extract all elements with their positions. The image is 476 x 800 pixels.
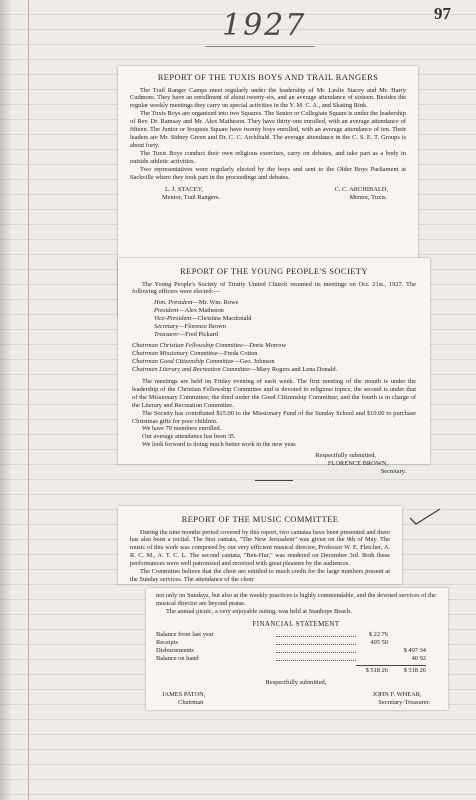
officer-name: —Alex Matheson: [178, 307, 224, 315]
officer-row: [154, 323, 416, 331]
signature-name: C. C. ARCHIBALD,: [334, 185, 388, 193]
officer-row: [154, 331, 416, 339]
committee-row: [132, 358, 416, 366]
officer-role: President: [154, 307, 179, 315]
financial-amount: 495 50: [370, 639, 388, 647]
signature-paton: [162, 691, 205, 707]
binding-shadow: [0, 0, 12, 800]
signature-name: JAMES PATON,: [162, 691, 206, 699]
signature-title: Mentor, Tuxis.: [349, 193, 388, 201]
committee-role: Chairman Missionary Committee: [132, 350, 218, 358]
financial-row: [156, 631, 436, 639]
financial-statement-heading: FINANCIAL STATEMENT: [252, 619, 340, 628]
financial-row: [156, 647, 436, 655]
committee-role: Chairman Christian Fellowship Committee: [132, 342, 243, 350]
ypsociety-signer-title: Secretary.: [380, 468, 406, 476]
tuxis-signatures: [130, 186, 406, 202]
ypsociety-paragraph: We look forward to doing much better work in the new year.: [142, 441, 297, 449]
financial-totals: [356, 665, 436, 675]
music-signatures: [156, 691, 436, 707]
ypsociety-paragraph: The meetings are held on Friday evening of each week. The first meeting of the month is under the leadership of the Christian Fellowship Committee and is devoted to religious topics; the second is under that of the Missionary Committee; the third under the Good Citizenship Committee; and the fourth is in charge of the Literary and Recreation Committee.: [132, 377, 416, 409]
financial-amount: $ 497 34: [403, 647, 426, 655]
signature-whear: [364, 691, 430, 707]
committee-role: Chairmen Literary and Recreation Committee: [132, 365, 250, 373]
music-closing: Respectfully submitted,: [265, 679, 327, 687]
music-paragraph: The Committee believe that the choir are entitled to much credit for the large numbers present at the Sunday services. The attendance of the choir: [130, 568, 390, 584]
committee-list: [132, 342, 416, 374]
officer-role: Hon. President: [154, 299, 193, 307]
committee-name: —Doris Morrow: [242, 342, 287, 350]
financial-table: [156, 631, 436, 675]
music-report-title: REPORT OF THE MUSIC COMMITTEE: [181, 514, 339, 524]
music-picnic: The annual picnic, a very enjoyable outing, was held at Stanhope Beach.: [166, 607, 352, 615]
tuxis-paragraph: The Tuxis Boys are organized into two Squares. The Senior or Collegiate Square is under the leadership of Rev. Dr. Ramsay and Mr. Alex Matheson. They have thirty-one enrolled, with an average attendance of fifteen. The Junior or Iroquois Square have twenty boys enrolled, with an average attendance of ten. Their leaders are Mr. Sidney Green and Dr. C. C. Archibald. The average attendance in the C. S. E. T. Groups is about forty.: [130, 110, 406, 150]
officer-list: [154, 299, 416, 339]
committee-row: [132, 350, 416, 358]
clipping-young-peoples-society: [118, 258, 430, 476]
financial-total: $ 518 26: [388, 665, 426, 675]
financial-row: [156, 639, 436, 647]
tuxis-report-title: REPORT OF THE TUXIS BOYS AND TRAIL RANGERS: [157, 72, 379, 82]
dotted-leader: [276, 644, 356, 645]
financial-row: [156, 655, 436, 663]
officer-role: Treasurer: [154, 331, 179, 339]
financial-total: $ 518 26: [356, 665, 388, 675]
financial-label: Balance on hand: [156, 655, 199, 663]
signature-title: Chairman: [178, 699, 204, 707]
officer-role: Secretary: [154, 323, 179, 331]
music-paragraph: During the nine months period covered by this report, two cantatas have been presented and there has also been a recital. The first cantata, "The New Jerusalem" was given on the 9th of May. The music of this work was composed by our very efficient musical director, Professor W. E. Fletcher, A. R. C. M., A. T. C. L. The second cantata, "Ben-Hur," was rendered on December 3rd. Both these performances were well patronized and received with great pleasure by the audiences.: [130, 528, 390, 568]
officer-name: —Mr. Wm. Rowe: [192, 299, 239, 307]
ypsociety-report-title: REPORT OF THE YOUNG PEOPLE'S SOCIETY: [180, 266, 368, 276]
officer-name: —Christine Macdonald: [191, 315, 252, 323]
clipping-divider: [255, 480, 293, 481]
signature-title: Secretary-Treasurer.: [378, 699, 430, 707]
financial-label: Disbursements: [156, 647, 194, 655]
officer-row: [154, 315, 416, 323]
committee-name: —Geo. Johnson: [233, 357, 275, 365]
ypsociety-closing: Respectfully submitted,: [315, 452, 376, 460]
dotted-leader: [276, 652, 356, 653]
committee-name: —Mary Rogers and Lena Donald.: [249, 365, 338, 373]
handwritten-year: 1927: [222, 8, 307, 43]
ypsociety-paragraph: The Society has contributed $15.00 to the Missionary Fund of the Sunday School and $10.00 to purchase Christmas gifts for poor children.: [132, 409, 416, 425]
tuxis-paragraph: The Trail Ranger Camps meet regularly under the leadership of Mr. Leslie Stacey and Mr. Harry Cudmore. They have an enrollment of about twenty-six, and an average attendance of sixteen. Besides the regular weekly meetings they carry on special activities in the Y. M. C. A., and Skating Rink.: [130, 86, 406, 110]
signature-archibald: [335, 186, 388, 202]
officer-name: —Florence Brown: [178, 323, 226, 331]
tuxis-paragraph: The Tuxis Boys conduct their own religious exercises, carry on debates, and take part as a body in outside athletic activities.: [130, 150, 406, 165]
signature-name: JOHN F. WHEAR,: [372, 691, 422, 699]
page-number: 97: [434, 4, 451, 23]
committee-name: —Freda Cotton: [217, 350, 258, 358]
music-continuation: not only on Sundays, but also at the weekly practices is highly commendable, and the devoted services of the musical director are beyond praise.: [156, 592, 436, 607]
margin-line: [28, 0, 29, 800]
dotted-leader: [276, 636, 356, 637]
officer-role: Vice-President: [154, 315, 192, 323]
signature-stacey: [148, 186, 220, 202]
year-underline: [205, 46, 315, 47]
committee-row: [132, 342, 416, 350]
officer-name: —Fred Pickard: [178, 331, 218, 339]
financial-label: Receipts: [156, 639, 179, 647]
tuxis-paragraph: Two representatives were regularly elected by the boys and sent to the Older Boys Parliament at Sackville where they took part in the proceedings and debates.: [130, 165, 406, 181]
officer-row: [154, 307, 416, 315]
clipping-music-continuation: [146, 588, 448, 710]
clipping-music-committee: [118, 506, 402, 584]
ypsociety-signer-name: FLORENCE BROWN,: [327, 460, 388, 468]
officer-row: [154, 299, 416, 307]
ypsociety-paragraph: Our average attendance has been 35.: [142, 433, 236, 441]
committee-role: Chairman Good Citizenship Committee: [132, 357, 234, 365]
signature-title: Mentor, Trail Rangers.: [162, 193, 220, 201]
ypsociety-intro: The Young People's Society of Trinity United Church resumed its meetings on Oct. 21st., 1927. The following officers were elected:—: [132, 280, 416, 296]
ypsociety-paragraph: We have 79 members enrolled.: [142, 425, 222, 433]
financial-label: Balance from last year: [156, 631, 214, 639]
pencil-check-mark-icon: [408, 506, 442, 526]
dotted-leader: [276, 660, 356, 661]
financial-amount: $ 22 76: [368, 631, 388, 639]
committee-row: [132, 366, 416, 374]
signature-name: L. J. STACEY,: [165, 185, 203, 193]
financial-amount: 40 92: [411, 655, 426, 663]
